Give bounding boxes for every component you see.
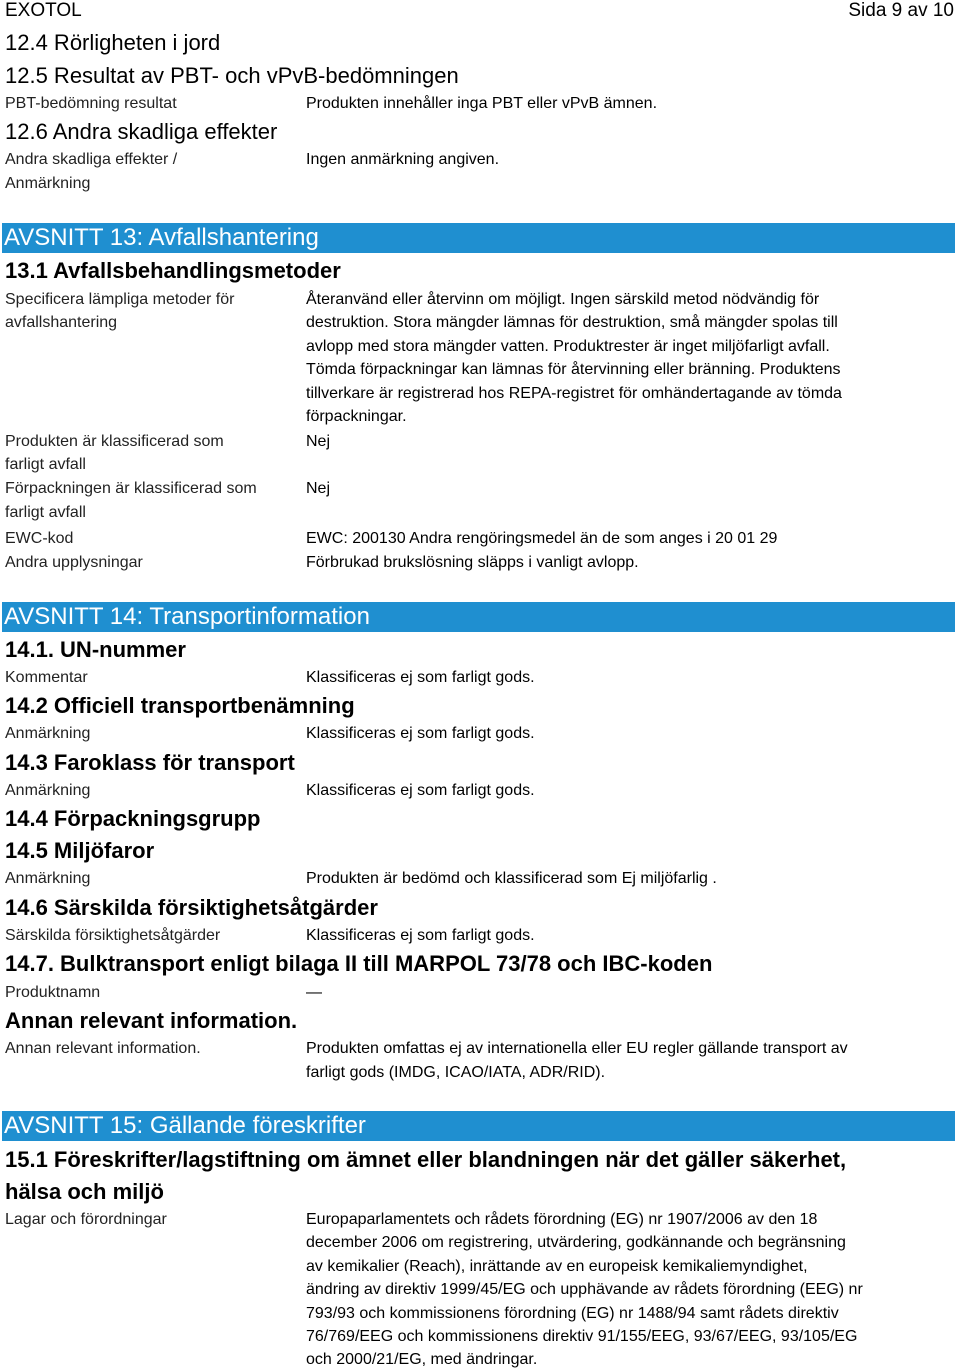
section-15-banner: AVSNITT 15: Gällande föreskrifter [2,1111,955,1141]
heading-14-2: 14.2 Officiell transportbenämning [5,693,355,718]
laws-line: Europaparlamentets och rådets förordning (EG) nr 1907/2006 av den 18 [306,1211,818,1228]
heading-other-info: Annan relevant information. [5,1008,298,1033]
laws-label: Lagar och förordningar [5,1211,167,1228]
precautions-value: Klassificeras ej som farligt gods. [306,927,535,944]
heading-14-7: 14.7. Bulktransport enligt bilaga II till MARPOL 73/78 och IBC-koden [5,951,713,976]
hazardous-waste-value: Nej [306,433,331,450]
section-14-banner: AVSNITT 14: Transportinformation [2,602,955,632]
heading-14-3: 14.3 Faroklass för transport [5,750,295,775]
other-relevant-line: Produkten omfattas ej av internationella eller EU regler gällande transport av [306,1040,848,1057]
method-line: avlopp med stora mängder vatten. Produktrester är inget miljöfarligt avfall. [306,338,830,355]
method-line: Tömda förpackningar kan lämnas för återvinning eller bränning. Produktens [306,361,841,378]
page-number: Sida 9 av 10 [848,0,954,21]
method-line: tillverkare är registrerad hos REPA-registret för omhändertagande av tömda [306,385,842,402]
heading-15-1: 15.1 Föreskrifter/lagstiftning om ämnet eller blandningen när det gäller säkerhet, [5,1147,847,1172]
method-label: Specificera lämpliga metoder för [5,291,235,308]
heading-12-6: 12.6 Andra skadliga effekter [5,119,278,144]
ewc-value: EWC: 200130 Andra rengöringsmedel än de som anges i 20 01 29 [306,530,778,547]
remark-label: Anmärkning [5,782,91,799]
method-line: Återanvänd eller återvinn om möjligt. Ingen särskild metod nödvändig för [306,291,820,308]
pbt-label: PBT-bedömning resultat [5,95,177,112]
pbt-value: Produkten innehåller inga PBT eller vPvB ämnen. [306,95,658,112]
remark-value: Produkten är bedömd och klassificerad som Ej miljöfarlig . [306,870,717,887]
other-effects-value: Ingen anmärkning angiven. [306,151,500,168]
laws-line: av kemikalier (Reach), inrättande av en europeisk kemikaliemyndighet, [306,1258,808,1275]
other-effects-label: Andra skadliga effekter / [5,151,178,168]
laws-line: 793/93 och kommissionens förordning (EG) nr 1488/94 samt rådets direktiv [306,1305,839,1322]
laws-line: december 2006 om registrering, utvärdering, godkännande och begränsning [306,1234,846,1251]
method-label-2: avfallshantering [5,314,118,331]
other-effects-label-2: Anmärkning [5,175,91,192]
ewc-label: EWC-kod [5,530,74,547]
other-relevant-line: farligt gods (IMDG, ICAO/IATA, ADR/RID). [306,1064,606,1081]
precautions-label: Särskilda försiktighetsåtgärder [5,927,221,944]
product-name-value: — [306,984,322,1001]
heading-13-1: 13.1 Avfallsbehandlingsmetoder [5,258,341,283]
heading-14-5: 14.5 Miljöfaror [5,838,155,863]
laws-line: ändring av direktiv 1999/45/EG och upphävande av rådets förordning (EEG) nr [306,1281,863,1298]
packaging-waste-label-2: farligt avfall [5,504,86,521]
comment-label: Kommentar [5,669,88,686]
other-relevant-label: Annan relevant information. [5,1040,201,1057]
remark-label: Anmärkning [5,725,91,742]
comment-value: Klassificeras ej som farligt gods. [306,669,535,686]
product-name-label: Produktnamn [5,984,101,1001]
method-line: förpackningar. [306,408,407,425]
heading-12-5: 12.5 Resultat av PBT- och vPvB-bedömningen [5,63,459,88]
heading-14-4: 14.4 Förpackningsgrupp [5,806,261,831]
other-info-value: Förbrukad brukslösning släpps i vanligt avlopp. [306,554,639,571]
section-13-banner: AVSNITT 13: Avfallshantering [2,223,955,253]
hazardous-waste-label: Produkten är klassificerad som [5,433,224,450]
method-line: destruktion. Stora mängder lämnas för destruktion, små mängder spolas till [306,314,838,331]
other-info-label: Andra upplysningar [5,554,143,571]
heading-14-6: 14.6 Särskilda försiktighetsåtgärder [5,895,378,920]
laws-line: och 2000/21/EG, med ändringar. [306,1351,538,1368]
hazardous-waste-label-2: farligt avfall [5,456,86,473]
heading-12-4: 12.4 Rörligheten i jord [5,30,221,55]
heading-15-1-cont: hälsa och miljö [5,1179,164,1204]
company-name: EXOTOL [5,0,82,21]
remark-value: Klassificeras ej som farligt gods. [306,725,535,742]
packaging-waste-value: Nej [306,480,331,497]
heading-14-1: 14.1. UN-nummer [5,637,186,662]
remark-value: Klassificeras ej som farligt gods. [306,782,535,799]
laws-line: 76/769/EEG och kommissionens direktiv 91/155/EEG, 93/67/EEG, 93/105/EG [306,1328,858,1345]
remark-label: Anmärkning [5,870,91,887]
packaging-waste-label: Förpackningen är klassificerad som [5,480,257,497]
